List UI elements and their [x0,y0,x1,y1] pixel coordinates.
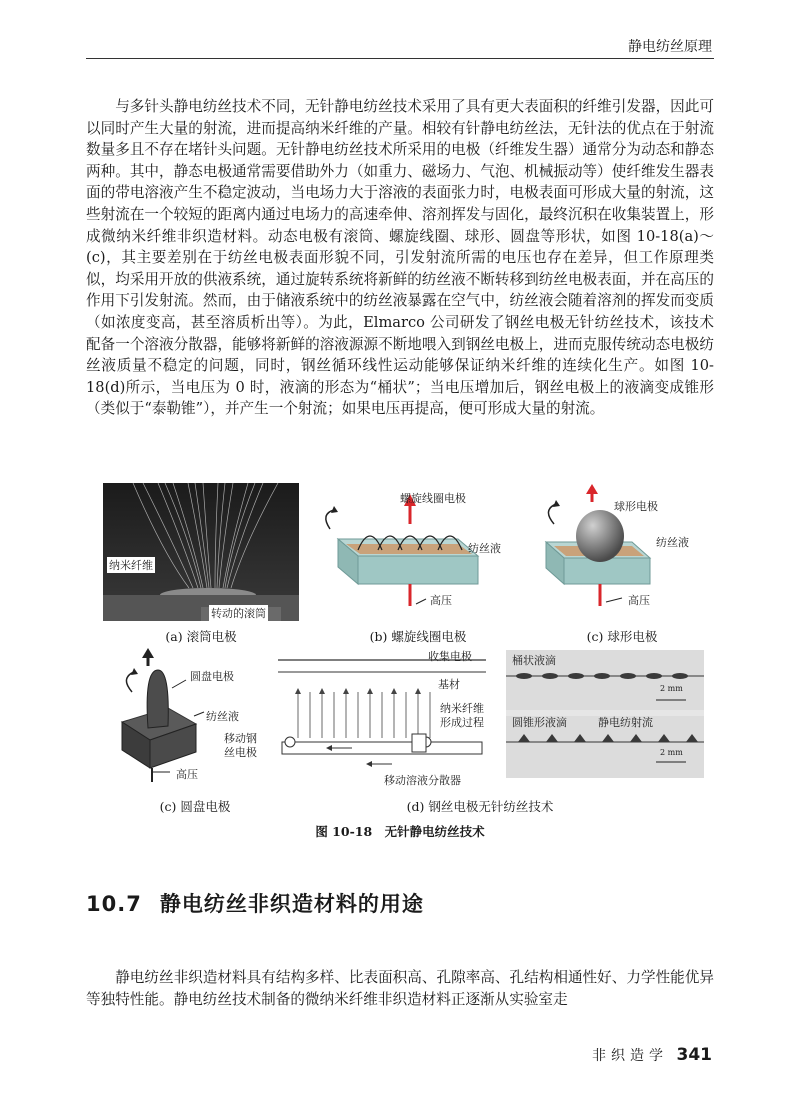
label-solution-c2: 纺丝液 [206,710,239,723]
label-solution-c: 纺丝液 [656,536,689,549]
label-nanofiber: 纳米纤维 [109,559,153,572]
page-number: 341 [676,1045,712,1065]
panel-b-coil-electrode [318,484,518,624]
label-solution-b: 纺丝液 [468,542,501,555]
body-paragraph-2: 静电纺丝非织造材料具有结构多样、比表面积高、孔隙率高、孔结构相通性好、力学性能优异等独特性能。静电纺丝技术制备的微纳米纤维非织造材料正逐渐从实验室走 [86,969,714,1008]
label-substrate: 基材 [438,678,460,691]
page-footer [592,1045,712,1065]
panel-d-wire-schematic [224,648,498,788]
label-high-voltage-b: 高压 [430,594,452,607]
label-barrel-droplet: 桶状液滴 [512,654,556,667]
label-dispenser: 移动溶液分散器 [384,774,461,787]
label-high-voltage-c: 高压 [628,594,650,607]
caption-c: (c) 球形电极 [586,629,658,644]
label-nanofiber-d: 纳米纤维 [440,702,484,715]
label-cone-droplet: 圆锥形液滴 [512,716,567,729]
drum-electrode-photo [103,483,299,621]
label-scale-top: 2 mm [660,684,683,693]
label-scale-bottom: 2 mm [660,748,683,757]
caption-c2: (c) 圆盘电极 [159,799,231,814]
section-title: 静电纺丝非织造材料的用途 [159,892,424,916]
body-paragraph-1: 与多针头静电纺丝技术不同，无针静电纺丝技术采用了具有更大表面积的纤维引发器，因此可以同时产生大量的射流，进而提高纳米纤维的产量。相较有针静电纺丝法，无针法的优点在于射流数量多且不存在堵针头问题。无针静电纺丝技术所采用的电极（纤维发生器）通常分为动态和静态两种。其中，静态电极通常需要借助外力（如重力、磁场力、气泡、机械振动等）使纤维发生器表面的带电溶液产生不稳定波动，当电场力大于溶液的表面张力时，电极表面可形成大量的射流，这些射流在一个较短的距离内通过电场力的高速牵伸、溶剂挥发与固化，最终沉积在收集装置上，形成微纳米纤维非织造材料。动态电极有滚筒、螺旋线圈、球形、圆盘等形状，如图 10-18(a)～(c)，其主要差别在于纺丝电极表面形貌不同，引发射流所需的电压也存在差异，但工作原理类似，均采用开放的供液系统，通过旋转系统将新鲜的纺丝液不断转移到纺丝电极表面，并在高压的作用下引发射流。然而，由于储液系统中的纺丝液暴露在空气中，纺丝液会随着溶剂的挥发而变质（如浓度变高，甚至溶质析出等）。为此，Elmarco 公司研发了钢丝电极无针纺丝技术，该技术配备一个溶液分散器，能够将新鲜的溶液源源不断地喂入到钢丝电极上，进而克服传统动态电极纺丝液质量不稳定的问题，同时，钢丝循环线性运动能够保证纳米纤维的连续化生产。如图 10-18(d)所示，当电压为 0 时，液滴的形态为“桶状”；当电压增加后，钢丝电极上的液滴变成锥形（类似于“泰勒锥”），并产生一个射流；如果电压再提高，便可形成大量的射流。 [86,98,714,418]
section-heading [86,888,424,918]
figure-title: 图 10-18 无针静电纺丝技术 [315,824,485,839]
caption-d: (d) 钢丝电极无针纺丝技术 [406,799,554,814]
label-disc-electrode: 圆盘电极 [190,670,234,683]
section-number: 10.7 [86,892,142,916]
label-rotating-drum: 转动的滚筒 [211,607,266,620]
book-title: 非织造学 [592,1048,669,1064]
panel-d-droplet-photos [506,650,704,778]
panel-c-sphere-electrode [532,484,712,624]
label-coil-electrode: 螺旋线圈电极 [400,492,466,505]
label-high-voltage-c2: 高压 [176,768,198,781]
label-formation: 形成过程 [440,716,484,729]
label-collector: 收集电极 [428,650,472,663]
panel-a-drum-electrode [103,483,299,621]
running-head: 静电纺丝原理 [628,39,712,55]
label-sphere-electrode: 球形电极 [614,500,658,513]
caption-a: (a) 滚筒电极 [165,629,237,644]
label-electrospinning-jet: 静电纺射流 [598,716,653,729]
label-wire-line1: 移动钢 [224,732,257,745]
caption-b: (b) 螺旋线圈电极 [369,629,467,644]
label-wire-line2: 丝电极 [224,746,257,759]
